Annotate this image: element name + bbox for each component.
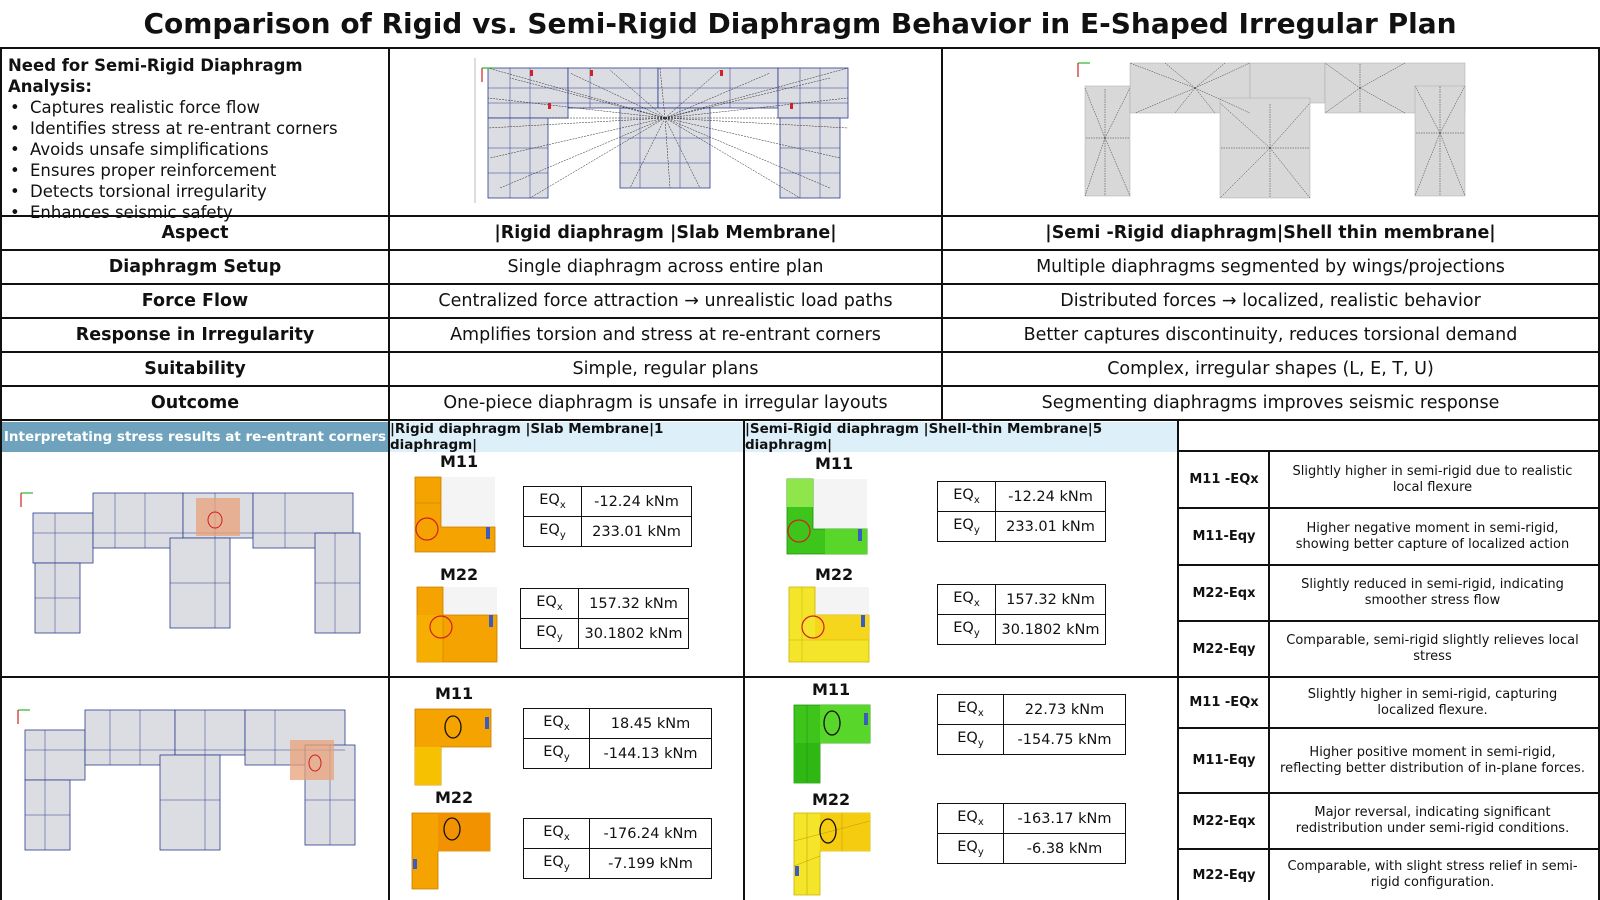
remark-text: Slightly higher in semi-rigid, capturing localized flexure. [1307,686,1558,718]
eqx-value: 157.32 kNm [996,585,1106,615]
interpretation-header: Interpretating stress results at re-entrant corners [2,422,388,452]
rigid-diaphragm-model [470,58,860,203]
remark-key: M22-Eqy [1192,641,1256,657]
remark-text: Higher negative moment in semi-rigid, showing better capture of localized action [1295,520,1570,552]
row-rigid: Single diaphragm across entire plan [507,257,824,277]
eqy-value: -6.38 kNm [1004,834,1126,864]
eqy-value: 233.01 kNm [996,512,1106,542]
semi-results-header: |Semi-Rigid diaphragm |Shell-thin Membrane|5 diaphragm| [745,422,1177,452]
divider [743,421,745,900]
semi-m11-contour [792,703,872,785]
eqx-value: 157.32 kNm [579,589,689,619]
rigid-m22-table [520,588,689,649]
m22-label: M22 [435,788,474,807]
eqx-value: -176.24 kNm [590,819,712,849]
header-rigid: |Rigid diaphragm |Slab Membrane| [494,223,837,243]
rigid-m11-table [523,486,692,547]
eqy-label: $EQ_y$ [524,517,582,547]
eqx-label: $EQ_x$ [521,589,579,619]
eqy-label: $EQ_y$ [524,739,590,769]
semi-rigid-diaphragm-model [1075,58,1485,203]
rigid-m22-contour [415,585,500,665]
eqy-label: $EQ_y$ [524,849,590,879]
row-semi: Distributed forces → localized, realistic behavior [1060,291,1481,311]
row-rigid: Amplifies torsion and stress at re-entrant corners [450,325,881,345]
eqx-value: 18.45 kNm [590,709,712,739]
need-item: • Ensures proper reinforcement [8,160,388,181]
semi-m22-contour [792,811,872,896]
page-title: Comparison of Rigid vs. Semi-Rigid Diaphragm Behavior in E-Shaped Irregular Plan [143,7,1457,40]
eqy-value: 30.1802 kNm [579,619,689,649]
semi-m11-table [937,694,1126,755]
eqy-value: -154.75 kNm [1004,725,1126,755]
semi-m11-table [937,481,1106,542]
eqx-value: -12.24 kNm [582,487,692,517]
eqy-label: $EQ_y$ [938,834,1004,864]
remark-key: M11-Eqy [1192,529,1256,544]
remark-key: M22-Eqy [1192,867,1256,883]
m11-label: M11 [815,454,854,473]
eqx-label: $EQ_x$ [524,709,590,739]
eqx-value: -12.24 kNm [996,482,1106,512]
row-semi: Multiple diaphragms segmented by wings/projections [1036,257,1505,277]
remark-text: Comparable, with slight stress relief in semi-rigid configuration. [1287,859,1578,890]
eqx-label: $EQ_x$ [938,482,996,512]
eqy-label: $EQ_y$ [938,725,1004,755]
row-rigid: Simple, regular plans [572,359,759,379]
eqy-value: -144.13 kNm [590,739,712,769]
remark-key: M22-Eqx [1192,585,1256,601]
eqx-value: -163.17 kNm [1004,804,1126,834]
remark-key: M11 -EQx [1189,695,1259,710]
remark-text: Comparable, semi-rigid slightly relieves local stress [1286,633,1579,664]
need-item: • Detects torsional irregularity [8,181,388,202]
row-aspect: Suitability [144,359,246,379]
remark-text: Major reversal, indicating significant redistribution under semi-rigid conditions. [1295,805,1570,836]
eqy-label: $EQ_y$ [521,619,579,649]
m11-label: M11 [440,452,479,471]
eqy-label: $EQ_y$ [938,512,996,542]
divider [0,47,1600,49]
plan-key-corner-1 [15,488,375,638]
row-semi: Segmenting diaphragms improves seismic response [1041,393,1500,413]
eqy-value: 233.01 kNm [582,517,692,547]
remark-text: Slightly reduced in semi-rigid, indicating smoother stress flow [1301,577,1564,608]
m22-label: M22 [812,790,851,809]
eqy-value: 30.1802 kNm [996,615,1106,645]
header-semi: |Semi -Rigid diaphragm|Shell thin membrane| [1045,223,1496,243]
row-aspect: Outcome [150,393,240,413]
eqx-label: $EQ_x$ [938,585,996,615]
rigid-m11-contour [413,475,498,555]
row-semi: Complex, irregular shapes (L, E, T, U) [1107,359,1434,379]
eqx-label: $EQ_x$ [938,804,1004,834]
semi-m22-contour [787,585,872,665]
semi-m22-table [937,584,1106,645]
need-list [8,55,388,223]
eqx-label: $EQ_x$ [938,695,1004,725]
plan-key-corner-2 [15,705,375,855]
remark-key: M11 -EQx [1189,472,1259,487]
rigid-m22-contour [410,811,492,891]
eqx-value: 22.73 kNm [1004,695,1126,725]
rigid-m11-table [523,708,712,769]
row-semi: Better captures discontinuity, reduces torsional demand [1023,325,1518,345]
need-heading: Need for Semi-Rigid Diaphragm Analysis: [8,56,303,96]
m22-label: M22 [815,565,854,584]
eqx-label: $EQ_x$ [524,819,590,849]
remark-key: M11-Eqy [1192,753,1256,768]
remark-text: Higher positive moment in semi-rigid, reflecting better distribution of in-plane forces. [1280,744,1585,776]
divider [0,47,2,900]
row-aspect: Force Flow [141,291,249,311]
m11-label: M11 [812,680,851,699]
rigid-results-header: |Rigid diaphragm |Slab Membrane|1 diaphragm| [390,422,743,452]
row-aspect: Response in Irregularity [75,325,315,345]
row-aspect: Diaphragm Setup [108,257,282,277]
divider [388,47,390,900]
divider [1177,421,1179,900]
remark-key: M22-Eqx [1192,813,1256,829]
rigid-m22-table [523,818,712,879]
need-item: • Enhances seismic safety [8,202,388,223]
eqy-value: -7.199 kNm [590,849,712,879]
rigid-m11-contour [413,707,493,787]
need-item: • Captures realistic force flow [8,97,388,118]
header-aspect: Aspect [161,223,229,243]
eqy-label: $EQ_y$ [938,615,996,645]
remark-text: Slightly higher in semi-rigid due to realistic local flexure [1292,463,1573,495]
need-item: • Identifies stress at re-entrant corners [8,118,388,139]
m22-label: M22 [440,565,479,584]
row-rigid: One-piece diaphragm is unsafe in irregular layouts [443,393,888,413]
semi-m22-table [937,803,1126,864]
m11-label: M11 [435,684,474,703]
row-rigid: Centralized force attraction → unrealistic load paths [438,291,893,311]
need-item: • Avoids unsafe simplifications [8,139,388,160]
eqx-label: $EQ_x$ [524,487,582,517]
semi-m11-contour [785,477,870,557]
